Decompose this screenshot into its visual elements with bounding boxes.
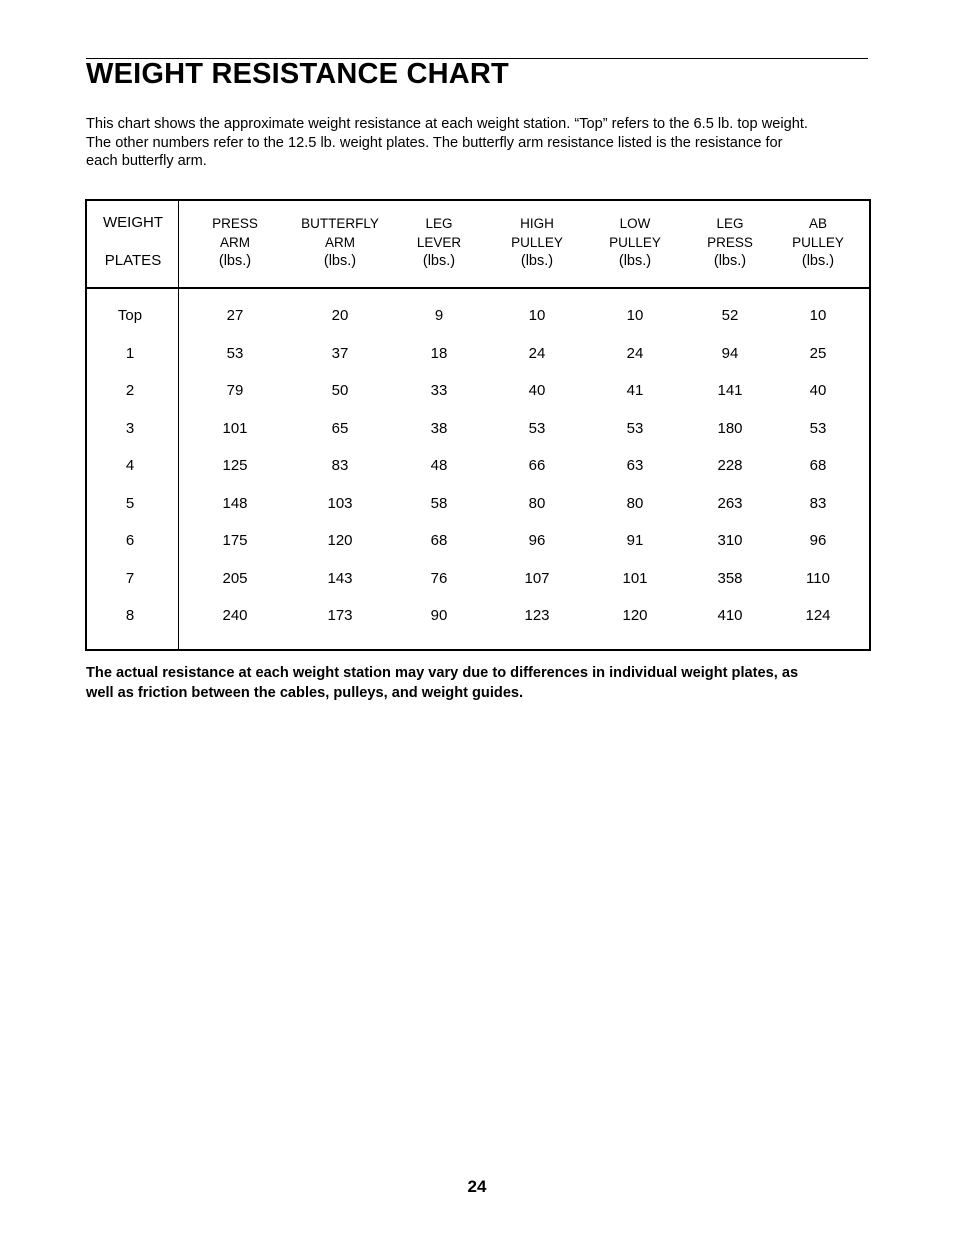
table-cell: 66 (528, 457, 546, 474)
table-cell: 228 (717, 457, 743, 474)
table-cell-plates: 2 (125, 382, 135, 399)
table-cell: 358 (717, 569, 743, 587)
table-cell: 180 (717, 419, 743, 437)
table-cell: 125 (222, 457, 248, 474)
table-cell: 10 (626, 307, 644, 324)
column-header-line: LOW (619, 216, 651, 231)
table-cell: 80 (626, 494, 644, 512)
table-cell: 143 (327, 569, 353, 587)
table-cell: 148 (222, 494, 248, 512)
table-cell: 40 (809, 382, 827, 399)
table-cell: 68 (430, 532, 448, 549)
table-cell: 37 (331, 344, 349, 362)
column-header-leg-lever (389, 214, 489, 271)
row-header-plates: PLATES (104, 252, 162, 269)
table-cell-plates: Top (117, 307, 143, 324)
table-cell: 96 (528, 532, 546, 549)
table-cell: 18 (430, 344, 448, 362)
column-header-unit: (lbs.) (323, 253, 357, 269)
table-cell: 68 (809, 457, 827, 474)
table-cell: 141 (717, 382, 743, 399)
column-header-leg-press (680, 214, 780, 271)
table-cell: 53 (528, 419, 546, 437)
table-cell-plates: 4 (125, 457, 135, 474)
note-line: The actual resistance at each weight station may vary due to differences in individual weight plates, as (86, 665, 799, 681)
page-number: 24 (467, 1177, 487, 1196)
table-cell: 10 (809, 307, 827, 324)
column-header-line: AB (808, 216, 827, 231)
table-cell: 107 (524, 569, 550, 587)
table-cell: 9 (434, 307, 444, 324)
table-cell: 24 (626, 344, 644, 362)
disclaimer-note (86, 664, 886, 703)
page-title: WEIGHT RESISTANCE CHART (86, 58, 509, 90)
column-header-line: LEG (716, 216, 744, 231)
table-cell: 58 (430, 494, 448, 512)
column-header-line: LEVER (416, 235, 462, 250)
table-cell: 53 (226, 344, 244, 362)
column-header-line: BUTTERFLY (301, 216, 379, 231)
table-cell: 27 (226, 307, 244, 324)
table-cell: 83 (331, 457, 349, 474)
table-cell: 41 (626, 382, 644, 399)
table-cell: 124 (805, 607, 831, 624)
table-cell: 410 (717, 607, 743, 624)
table-cell: 83 (809, 494, 827, 512)
column-header-line: LEG (425, 216, 453, 231)
table-cell: 263 (717, 494, 743, 512)
table-cell: 94 (721, 344, 739, 362)
table-cell: 101 (222, 419, 248, 437)
table-cell: 90 (430, 607, 448, 624)
table-cell: 53 (809, 419, 827, 437)
column-header-unit: (lbs.) (801, 253, 835, 269)
table-cell: 33 (430, 382, 448, 399)
column-header-line: PRESS (707, 235, 753, 250)
table-cell: 103 (327, 494, 353, 512)
table-cell: 50 (331, 382, 349, 399)
intro-line: The other numbers refer to the 12.5 lb. weight plates. The butterfly arm resistance listed is the resistance for (86, 134, 783, 151)
table-cell: 80 (528, 494, 546, 512)
table-cell: 120 (622, 607, 648, 624)
column-header-line: ARM (325, 235, 355, 250)
table-cell: 63 (626, 457, 644, 474)
row-header-weight: WEIGHT (103, 214, 163, 231)
table-cell: 38 (430, 419, 448, 437)
table-cell: 120 (327, 532, 353, 549)
intro-paragraph (86, 115, 876, 171)
column-header-low-pulley (585, 214, 685, 271)
table-cell: 205 (222, 569, 248, 587)
table-cell: 173 (327, 607, 353, 624)
column-header-press-arm (185, 214, 285, 271)
note-line: well as friction between the cables, pulleys, and weight guides. (86, 684, 524, 701)
table-cell-plates: 1 (125, 344, 135, 362)
column-header-unit: (lbs.) (218, 253, 252, 269)
table-cell: 25 (809, 344, 827, 362)
table-cell: 53 (626, 419, 644, 437)
intro-line: each butterfly arm. (86, 153, 207, 170)
table-cell-plates: 8 (125, 607, 135, 624)
column-header-line: PRESS (212, 216, 258, 231)
column-header-butterfly-arm (290, 214, 390, 271)
table-cell: 24 (528, 344, 546, 362)
table-cell: 76 (430, 569, 448, 587)
table-cell: 110 (806, 569, 830, 587)
table-cell-plates: 5 (125, 494, 135, 512)
column-header-unit: (lbs.) (422, 253, 456, 269)
column-header-line: PULLEY (609, 235, 661, 250)
table-cell: 40 (528, 382, 546, 399)
column-header-line: ARM (220, 235, 250, 250)
table-vertical-divider (178, 201, 179, 649)
column-header-high-pulley (487, 214, 587, 271)
resistance-table (85, 199, 871, 651)
column-header-line: PULLEY (511, 235, 563, 250)
table-cell: 240 (222, 607, 248, 624)
column-header-line: HIGH (520, 216, 554, 231)
table-cell: 79 (226, 382, 244, 399)
column-header-unit: (lbs.) (520, 253, 554, 269)
table-cell: 310 (717, 532, 743, 549)
column-header-ab-pulley (768, 214, 868, 271)
table-cell: 48 (430, 457, 448, 474)
table-cell: 65 (331, 419, 349, 437)
column-header-unit: (lbs.) (713, 253, 747, 269)
table-cell-plates: 7 (125, 569, 135, 587)
table-cell: 96 (809, 532, 827, 549)
table-cell: 123 (524, 607, 550, 624)
table-header-divider (87, 287, 869, 289)
table-cell-plates: 6 (125, 532, 135, 549)
table-cell: 10 (528, 307, 546, 324)
table-cell-plates: 3 (125, 419, 135, 437)
intro-line: This chart shows the approximate weight resistance at each weight station. “Top” refers to the 6.5 lb. top weight. (86, 116, 808, 132)
table-cell: 91 (626, 532, 644, 549)
table-cell: 20 (331, 307, 349, 324)
table-cell: 101 (622, 569, 648, 587)
column-header-unit: (lbs.) (618, 253, 652, 269)
column-header-line: PULLEY (792, 235, 844, 250)
table-cell: 175 (222, 532, 248, 549)
table-cell: 52 (721, 307, 739, 324)
